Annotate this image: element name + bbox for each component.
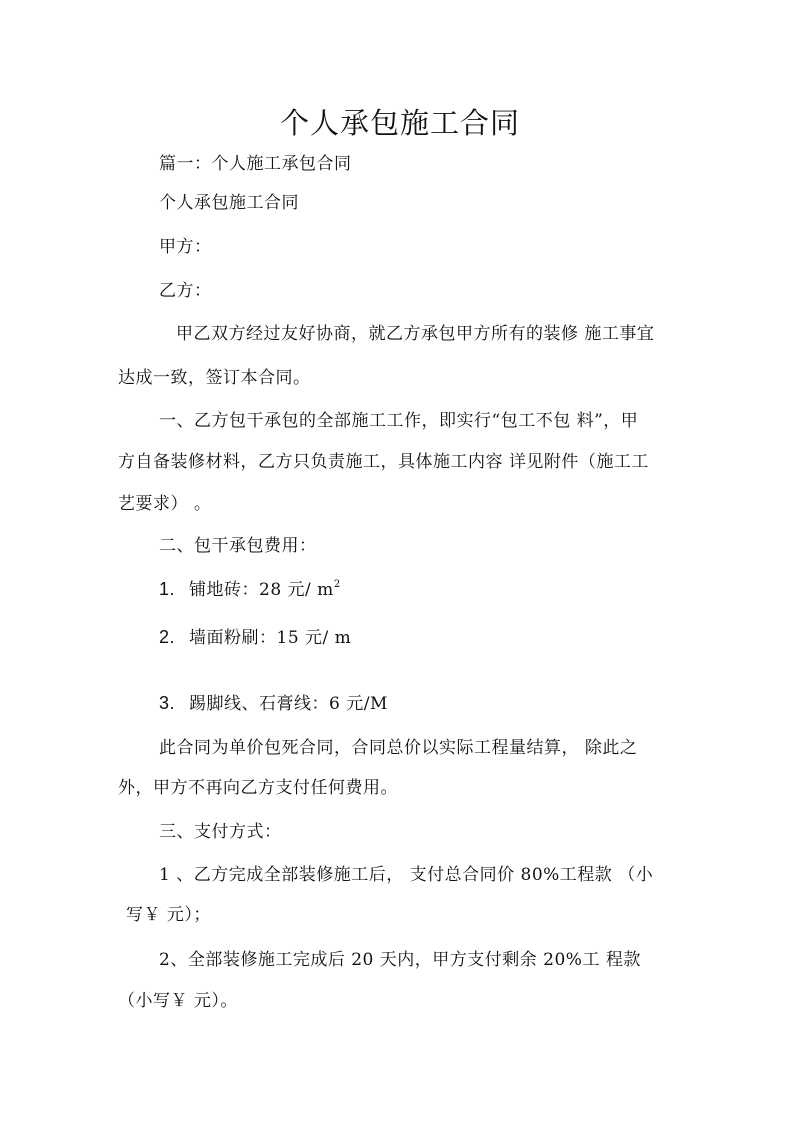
fixed-price-line-1: 此合同为单价包死合同，合同总价以实际工程量结算， 除此之	[159, 738, 638, 758]
fee-item	[159, 691, 388, 716]
party-a-label: 甲方：	[159, 237, 212, 257]
fee-item-superscript: 2	[333, 579, 341, 590]
clause-1-line-3: 艺要求） 。	[118, 494, 212, 514]
payment-1-line-1: 1 、乙方完成全部装修施工后， 支付总合同价 80%工程款 （小	[159, 865, 654, 885]
fee-item-number: 1.	[159, 579, 176, 599]
intro-paragraph-line-1: 甲乙双方经过友好协商，就乙方承包甲方所有的装修 施工事宜	[176, 324, 655, 344]
fee-item-number: 2.	[159, 627, 176, 647]
payment-1-line-2: 写￥ 元）；	[126, 905, 211, 925]
fee-item-number: 3.	[159, 693, 176, 713]
page-title: 个人承包施工合同	[279, 106, 520, 140]
clause-3-heading: 三、支付方式：	[159, 822, 282, 842]
clause-1-line-2: 方自备装修材料，乙方只负责施工，具体施工内容 详见附件（施工工	[118, 452, 649, 472]
clause-2-heading: 二、包干承包费用：	[159, 536, 317, 556]
fixed-price-line-2: 外，甲方不再向乙方支付任何费用。	[118, 778, 398, 798]
fee-item-text: 墙面粉刷：15 元/ m	[189, 628, 352, 648]
payment-2-line-2: （小写￥ 元）。	[118, 991, 238, 1011]
clause-1-line-1: 一、乙方包干承包的全部施工工作，即实行“包工不包 料”，甲	[159, 411, 639, 431]
payment-2-line-1: 2、全部装修施工完成后 20 天内，甲方支付剩余 20%工 程款	[159, 950, 641, 970]
subtitle: 篇一：个人施工承包合同	[159, 154, 352, 174]
fee-item-text: 踢脚线、石膏线：6 元/M	[189, 694, 388, 714]
fee-item	[159, 577, 341, 602]
party-b-label: 乙方：	[159, 281, 212, 301]
intro-paragraph-line-2: 达成一致，签订本合同。	[118, 368, 311, 388]
contract-name: 个人承包施工合同	[159, 193, 299, 213]
fee-item	[159, 625, 351, 650]
fee-item-text: 铺地砖：28 元/ m	[189, 580, 334, 600]
